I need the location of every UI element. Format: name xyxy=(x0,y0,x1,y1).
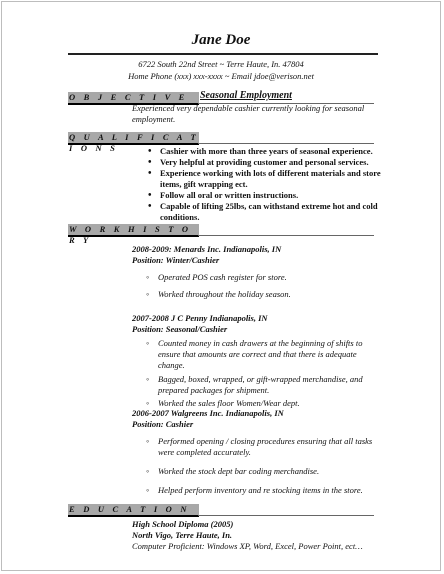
job-company: 2007-2008 J C Penny Indianapolis, IN xyxy=(132,313,268,323)
job-duty: ◦ Performed opening / closing procedures ensuring that all tasks were completed accurately. xyxy=(132,436,382,458)
qualification-item: • Capable of lifting 25lbs, can withstand extreme hot and cold conditions. xyxy=(148,201,388,223)
qualification-item: • Experience working with lots of different materials and store items, gift wrapping ect. xyxy=(148,168,388,190)
job-entry xyxy=(132,408,382,496)
job-entry xyxy=(132,313,382,409)
resume-page xyxy=(1,1,441,571)
section-divider xyxy=(198,515,374,516)
section-work-history: W O R K H I S T O R Y xyxy=(68,224,199,237)
education-skills: Computer Proficient: Windows XP, Word, Excel, Power Point, ect… xyxy=(132,541,363,551)
section-divider xyxy=(198,235,374,236)
qualification-item: • Follow all oral or written instructions. xyxy=(148,190,388,201)
qualification-item: • Very helpful at providing customer and personal services. xyxy=(148,157,388,168)
qualification-item: • Cashier with more than three years of seasonal experience. xyxy=(148,146,388,157)
job-duty: ◦ Bagged, boxed, wrapped, or gift-wrapped merchandise, and prepared packages for shipment. xyxy=(132,374,382,396)
section-divider xyxy=(198,143,374,144)
job-company: 2006-2007 Walgreens Inc. Indianapolis, IN xyxy=(132,408,284,418)
job-entry xyxy=(132,244,382,300)
job-duties xyxy=(132,436,382,496)
qualifications-list xyxy=(148,146,388,223)
job-duty: ◦ Operated POS cash register for store. xyxy=(132,272,382,283)
job-duties xyxy=(132,338,382,409)
objective-title: Seasonal Employment xyxy=(200,90,292,101)
job-duty: ◦ Helped perform inventory and re stocking items in the store. xyxy=(132,485,382,496)
address-line: 6722 South 22nd Street ~ Terre Haute, In. 47804 xyxy=(138,59,304,69)
header-rule xyxy=(68,53,378,55)
education-diploma: High School Diploma (2005) xyxy=(132,519,234,529)
education-block xyxy=(132,519,392,552)
section-objective: O B J E C T I V E xyxy=(68,92,199,105)
job-position: Position: Cashier xyxy=(132,419,194,429)
objective-text: Experienced very dependable cashier currently looking for seasonal employment. xyxy=(132,103,365,124)
applicant-name: Jane Doe xyxy=(191,32,251,48)
section-education: E D U C A T I O N xyxy=(68,504,199,517)
job-duty: ◦ Counted money in cash drawers at the beginning of shifts to ensure that amounts are correct and that there is adequate change. xyxy=(132,338,382,371)
job-duties xyxy=(132,272,382,300)
phone-email-line: Home Phone (xxx) xxx-xxxx ~ Email jdoe@verison.net xyxy=(128,71,314,81)
section-qualifications: Q U A L I F I C A T I O N S xyxy=(69,132,199,153)
job-company: 2008-2009: Menards Inc. Indianapolis, IN xyxy=(132,244,282,254)
job-duty: ◦ Worked the sales floor Women/Wear dept. xyxy=(132,398,382,409)
job-duty: ◦ Worked the stock dept bar coding merchandise. xyxy=(132,466,382,477)
education-school: North Vigo, Terre Haute, In. xyxy=(132,530,233,540)
job-position: Position: Seasonal/Cashier xyxy=(132,324,228,334)
job-position: Position: Winter/Cashier xyxy=(132,255,220,265)
job-duty: ◦ Worked throughout the holiday season. xyxy=(132,289,382,300)
contact-block xyxy=(2,58,440,82)
